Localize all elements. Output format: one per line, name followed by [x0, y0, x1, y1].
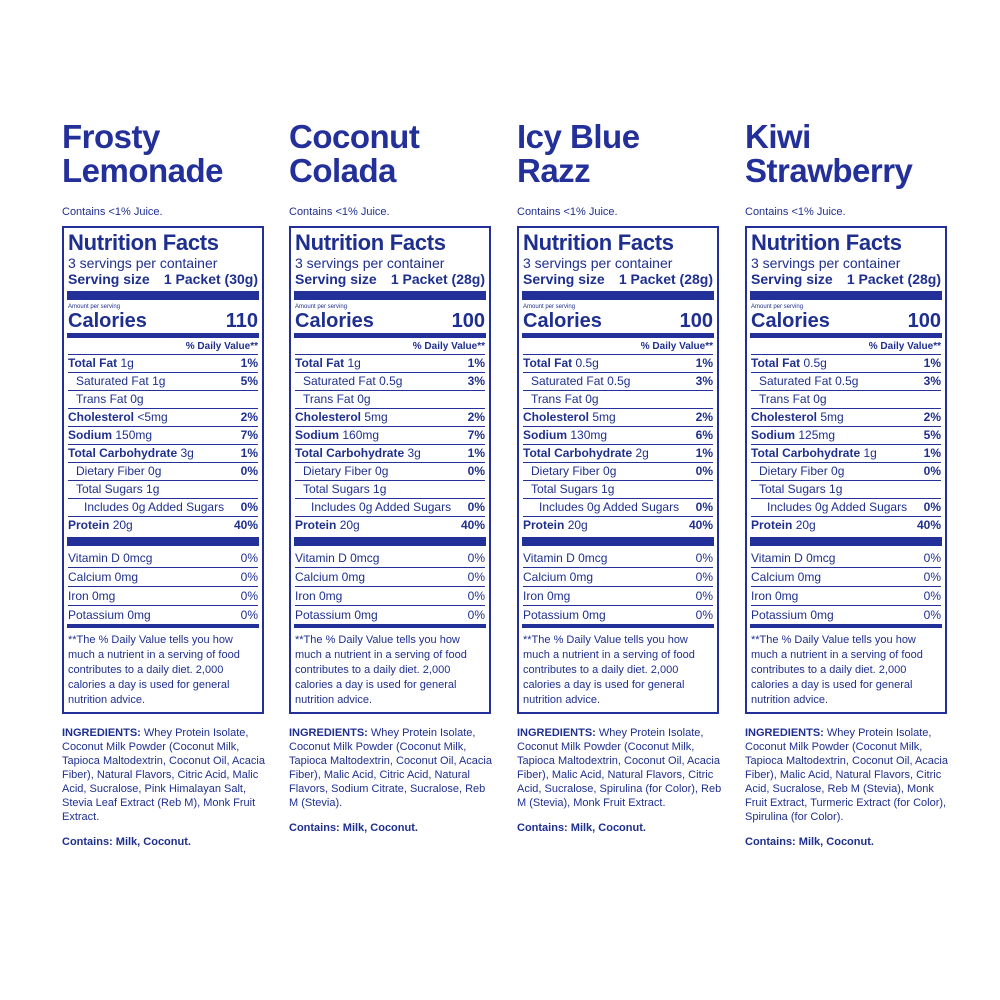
saturated-fat-label: Saturated Fat [303, 374, 376, 388]
total-carbohydrate-pct: 1% [923, 446, 941, 460]
vitamin-d-pct: 0% [240, 551, 258, 565]
potassium-pct: 0% [467, 608, 485, 622]
protein-row [523, 517, 713, 534]
vitamin-d-label: Vitamin D 0mcg [523, 551, 608, 565]
daily-value-footnote: **The % Daily Value tells you how much a nutrient in a serving of food contributes to a daily diet. 2,000 calories a day is used for general nutrition advice. [751, 634, 923, 706]
calories-value: 110 [225, 310, 258, 332]
total-fat-label: Total Fat [751, 356, 801, 370]
total-fat-pct: 1% [467, 356, 485, 370]
servings-per-container: 3 servings per container [68, 255, 218, 271]
dietary-fiber-label: Dietary Fiber 0g [759, 464, 845, 478]
calories-value: 100 [451, 310, 485, 332]
total-fat-label: Total Fat [68, 356, 118, 370]
thick-rule [750, 537, 942, 546]
calories-row [523, 311, 713, 331]
calories-label: Calories [295, 310, 374, 332]
product-name-line2: Razz [517, 152, 591, 189]
product-name-line2: Lemonade [62, 152, 224, 189]
ingredients-label: INGREDIENTS: [289, 727, 368, 739]
added-sugars-pct: 0% [240, 500, 258, 514]
saturated-fat-row [295, 373, 485, 391]
product-name-line1: Kiwi [745, 118, 811, 155]
potassium-row [295, 606, 485, 624]
daily-value-header: % Daily Value** [295, 340, 485, 355]
juice-statement: Contains <1% Juice. [62, 206, 163, 218]
iron-row [751, 587, 941, 606]
serving-size-value: 1 Packet (28g) [390, 271, 485, 287]
thick-rule [67, 291, 259, 300]
vitamin-d-row [68, 549, 258, 568]
calcium-pct: 0% [467, 570, 485, 584]
calories-label: Calories [68, 310, 147, 332]
cholesterol-row [68, 409, 258, 427]
sodium-pct: 6% [695, 428, 713, 442]
protein-pct: 40% [233, 518, 258, 532]
daily-value-footnote: **The % Daily Value tells you how much a nutrient in a serving of food contributes to a daily diet. 2,000 calories a day is used for general nutrition advice. [295, 634, 467, 706]
iron-label: Iron 0mg [523, 589, 571, 603]
medium-rule [294, 333, 486, 338]
cholesterol-amount: <5mg [137, 410, 168, 424]
vitamin-d-pct: 0% [467, 551, 485, 565]
calcium-pct: 0% [923, 570, 941, 584]
nutrition-facts-panel [289, 226, 491, 714]
added-sugars-pct: 0% [695, 500, 713, 514]
serving-size-value: 1 Packet (30g) [163, 271, 258, 287]
protein-label: Protein [523, 518, 565, 532]
sodium-row [68, 427, 258, 445]
ingredients-text [517, 726, 722, 810]
saturated-fat-row [751, 373, 941, 391]
cholesterol-row [295, 409, 485, 427]
saturated-fat-amount: 1g [152, 374, 166, 388]
total-carbohydrate-row [751, 445, 941, 463]
total-sugars-label: Total Sugars 1g [303, 482, 387, 496]
saturated-fat-label: Saturated Fat [531, 374, 604, 388]
vitamin-d-row [295, 549, 485, 568]
medium-rule [750, 333, 942, 338]
daily-value-footnote: **The % Daily Value tells you how much a nutrient in a serving of food contributes to a daily diet. 2,000 calories a day is used for general nutrition advice. [68, 634, 240, 706]
calcium-row [295, 568, 485, 587]
iron-row [68, 587, 258, 606]
protein-row [68, 517, 258, 534]
trans-fat-row [523, 391, 713, 409]
added-sugars-pct: 0% [467, 500, 485, 514]
cholesterol-row [523, 409, 713, 427]
sodium-amount: 160mg [342, 428, 380, 442]
product-column [517, 120, 727, 834]
calories-row [751, 311, 941, 331]
iron-pct: 0% [467, 589, 485, 603]
dietary-fiber-label: Dietary Fiber 0g [303, 464, 389, 478]
protein-pct: 40% [916, 518, 941, 532]
daily-value-header: % Daily Value** [523, 340, 713, 355]
sodium-amount: 130mg [570, 428, 608, 442]
dietary-fiber-pct: 0% [240, 464, 258, 478]
product-name-line1: Coconut [289, 118, 420, 155]
dietary-fiber-row [523, 463, 713, 481]
ingredients-list: Whey Protein Isolate, Coconut Milk Powder (Coconut Milk, Tapioca Maltodextrin, Coconut Oil, Acacia Fiber), Malic Acid, Citric Acid, Natural Flavors, Sodium Citrate, Sucralose, Reb M (Stevia). [289, 727, 492, 809]
total-sugars-row [523, 481, 713, 499]
thick-rule [294, 291, 486, 300]
ingredients-list: Whey Protein Isolate, Coconut Milk Powder (Coconut Milk, Tapioca Maltodextrin, Coconut Oil, Acacia Fiber), Malic Acid, Natural Flavors, Citric Acid, Sucralose, Spirulina (for Color), Reb M (Stevia), Monk Fruit Extract. [517, 727, 722, 809]
thick-rule [522, 291, 714, 300]
sodium-pct: 7% [240, 428, 258, 442]
added-sugars-row [295, 499, 485, 517]
added-sugars-row [68, 499, 258, 517]
saturated-fat-label: Saturated Fat [759, 374, 832, 388]
allergen-statement: Contains: Milk, Coconut. [745, 836, 874, 848]
total-sugars-row [295, 481, 485, 499]
dietary-fiber-row [68, 463, 258, 481]
cholesterol-amount: 5mg [592, 410, 616, 424]
dietary-fiber-pct: 0% [923, 464, 941, 478]
protein-pct: 40% [460, 518, 485, 532]
potassium-label: Potassium 0mg [295, 608, 378, 622]
medium-rule [67, 333, 259, 338]
iron-label: Iron 0mg [751, 589, 799, 603]
dietary-fiber-pct: 0% [467, 464, 485, 478]
ingredients-label: INGREDIENTS: [517, 727, 596, 739]
serving-size-label: Serving size [295, 271, 377, 287]
total-fat-label: Total Fat [295, 356, 345, 370]
sodium-amount: 125mg [798, 428, 836, 442]
trans-fat-row [68, 391, 258, 409]
nutrition-facts-heading: Nutrition Facts [751, 230, 902, 255]
dietary-fiber-row [751, 463, 941, 481]
potassium-pct: 0% [240, 608, 258, 622]
saturated-fat-pct: 3% [695, 374, 713, 388]
calcium-label: Calcium 0mg [68, 570, 139, 584]
total-carbohydrate-row [523, 445, 713, 463]
protein-pct: 40% [688, 518, 713, 532]
saturated-fat-pct: 5% [240, 374, 258, 388]
calcium-row [751, 568, 941, 587]
amount-per-serving: Amount per serving [523, 304, 576, 310]
saturated-fat-label: Saturated Fat [76, 374, 149, 388]
protein-label: Protein [295, 518, 337, 532]
ingredients-label: INGREDIENTS: [745, 727, 824, 739]
total-sugars-row [68, 481, 258, 499]
amount-per-serving: Amount per serving [68, 304, 121, 310]
ingredients-text [745, 726, 950, 824]
product-column [745, 120, 955, 848]
saturated-fat-amount: 0.5g [835, 374, 859, 388]
calories-value: 100 [907, 310, 941, 332]
added-sugars-row [523, 499, 713, 517]
total-carbohydrate-label: Total Carbohydrate [295, 446, 405, 460]
thick-rule [67, 537, 259, 546]
calcium-pct: 0% [695, 570, 713, 584]
cholesterol-label: Cholesterol [523, 410, 590, 424]
calcium-label: Calcium 0mg [751, 570, 822, 584]
sodium-label: Sodium [295, 428, 339, 442]
calcium-pct: 0% [240, 570, 258, 584]
allergen-statement: Contains: Milk, Coconut. [62, 836, 191, 848]
serving-size-row [751, 271, 941, 288]
nutrition-facts-panel [745, 226, 947, 714]
potassium-row [751, 606, 941, 624]
trans-fat-row [295, 391, 485, 409]
potassium-pct: 0% [695, 608, 713, 622]
trans-fat-label: Trans Fat 0g [303, 392, 371, 406]
servings-per-container: 3 servings per container [523, 255, 673, 271]
added-sugars-label: Includes 0g Added Sugars [84, 500, 225, 514]
medium-rule [522, 333, 714, 338]
total-sugars-label: Total Sugars 1g [531, 482, 615, 496]
protein-row [295, 517, 485, 534]
sodium-row [523, 427, 713, 445]
calories-value: 100 [679, 310, 713, 332]
total-fat-pct: 1% [240, 356, 258, 370]
product-name [517, 120, 727, 196]
calcium-row [523, 568, 713, 587]
calories-row [295, 311, 485, 331]
sodium-pct: 5% [923, 428, 941, 442]
ingredients-list: Whey Protein Isolate, Coconut Milk Powder (Coconut Milk, Tapioca Maltodextrin, Coconut Oil, Acacia Fiber), Malic Acid, Natural Flavors, Citric Acid, Sucralose, Reb M (Stevia), Monk Fruit Extract, Turmeric Extract (for Color), Spirulina (for Color). [745, 727, 948, 823]
allergen-statement: Contains: Milk, Coconut. [289, 822, 418, 834]
nutrition-facts-heading: Nutrition Facts [523, 230, 674, 255]
dietary-fiber-label: Dietary Fiber 0g [76, 464, 162, 478]
trans-fat-label: Trans Fat 0g [531, 392, 599, 406]
total-fat-amount: 1g [347, 356, 361, 370]
product-name-line2: Colada [289, 152, 397, 189]
cholesterol-pct: 2% [467, 410, 485, 424]
total-fat-row [523, 355, 713, 373]
total-fat-pct: 1% [695, 356, 713, 370]
calcium-label: Calcium 0mg [295, 570, 366, 584]
calcium-label: Calcium 0mg [523, 570, 594, 584]
total-carbohydrate-label: Total Carbohydrate [751, 446, 861, 460]
vitamin-d-label: Vitamin D 0mcg [295, 551, 380, 565]
amount-per-serving: Amount per serving [751, 304, 804, 310]
trans-fat-row [751, 391, 941, 409]
juice-statement: Contains <1% Juice. [517, 206, 618, 218]
vitamin-d-pct: 0% [923, 551, 941, 565]
total-fat-row [68, 355, 258, 373]
protein-amount: 20g [795, 518, 816, 532]
nutrition-facts-heading: Nutrition Facts [295, 230, 446, 255]
protein-amount: 20g [112, 518, 133, 532]
dietary-fiber-row [295, 463, 485, 481]
iron-pct: 0% [240, 589, 258, 603]
iron-pct: 0% [923, 589, 941, 603]
saturated-fat-row [523, 373, 713, 391]
protein-amount: 20g [339, 518, 360, 532]
calories-label: Calories [751, 310, 830, 332]
serving-size-label: Serving size [523, 271, 605, 287]
added-sugars-label: Includes 0g Added Sugars [539, 500, 680, 514]
nutrition-facts-panel [517, 226, 719, 714]
product-column [62, 120, 272, 848]
potassium-label: Potassium 0mg [751, 608, 834, 622]
nutrition-facts-heading: Nutrition Facts [68, 230, 219, 255]
product-name [745, 120, 955, 196]
vitamin-d-row [751, 549, 941, 568]
iron-pct: 0% [695, 589, 713, 603]
serving-size-label: Serving size [68, 271, 150, 287]
servings-per-container: 3 servings per container [295, 255, 445, 271]
cholesterol-amount: 5mg [364, 410, 388, 424]
calories-row [68, 311, 258, 331]
serving-size-row [523, 271, 713, 288]
cholesterol-pct: 2% [923, 410, 941, 424]
cholesterol-label: Cholesterol [68, 410, 135, 424]
product-name-line2: Strawberry [745, 152, 913, 189]
thick-rule [294, 537, 486, 546]
sodium-amount: 150mg [115, 428, 153, 442]
iron-row [523, 587, 713, 606]
iron-label: Iron 0mg [295, 589, 343, 603]
sodium-label: Sodium [523, 428, 567, 442]
thick-rule [522, 537, 714, 546]
cholesterol-pct: 2% [240, 410, 258, 424]
dietary-fiber-pct: 0% [695, 464, 713, 478]
added-sugars-pct: 0% [923, 500, 941, 514]
added-sugars-label: Includes 0g Added Sugars [311, 500, 452, 514]
protein-label: Protein [68, 518, 110, 532]
potassium-label: Potassium 0mg [68, 608, 151, 622]
servings-per-container: 3 servings per container [751, 255, 901, 271]
dietary-fiber-label: Dietary Fiber 0g [531, 464, 617, 478]
product-name-line1: Frosty [62, 118, 160, 155]
cholesterol-label: Cholesterol [295, 410, 362, 424]
total-carbohydrate-row [68, 445, 258, 463]
cholesterol-row [751, 409, 941, 427]
saturated-fat-row [68, 373, 258, 391]
saturated-fat-amount: 0.5g [607, 374, 631, 388]
daily-value-header: % Daily Value** [68, 340, 258, 355]
vitamin-d-label: Vitamin D 0mcg [68, 551, 153, 565]
iron-label: Iron 0mg [68, 589, 116, 603]
serving-size-label: Serving size [751, 271, 833, 287]
serving-size-row [68, 271, 258, 288]
total-carbohydrate-pct: 1% [695, 446, 713, 460]
juice-statement: Contains <1% Juice. [289, 206, 390, 218]
sodium-row [751, 427, 941, 445]
amount-per-serving: Amount per serving [295, 304, 348, 310]
potassium-pct: 0% [923, 608, 941, 622]
product-name [62, 120, 272, 196]
product-name [289, 120, 499, 196]
potassium-label: Potassium 0mg [523, 608, 606, 622]
ingredients-text [289, 726, 494, 810]
product-name-line1: Icy Blue [517, 118, 640, 155]
product-column [289, 120, 499, 834]
total-fat-row [295, 355, 485, 373]
trans-fat-label: Trans Fat 0g [76, 392, 144, 406]
vitamin-d-row [523, 549, 713, 568]
total-carbohydrate-amount: 3g [407, 446, 421, 460]
protein-label: Protein [751, 518, 793, 532]
total-fat-pct: 1% [923, 356, 941, 370]
total-sugars-label: Total Sugars 1g [76, 482, 160, 496]
sodium-pct: 7% [467, 428, 485, 442]
total-fat-label: Total Fat [523, 356, 573, 370]
cholesterol-pct: 2% [695, 410, 713, 424]
sodium-label: Sodium [68, 428, 112, 442]
nutrition-facts-panel [62, 226, 264, 714]
total-fat-amount: 1g [120, 356, 134, 370]
juice-statement: Contains <1% Juice. [745, 206, 846, 218]
total-carbohydrate-amount: 2g [635, 446, 649, 460]
total-carbohydrate-label: Total Carbohydrate [68, 446, 178, 460]
added-sugars-row [751, 499, 941, 517]
total-fat-amount: 0.5g [803, 356, 827, 370]
serving-size-row [295, 271, 485, 288]
total-fat-row [751, 355, 941, 373]
ingredients-label: INGREDIENTS: [62, 727, 141, 739]
saturated-fat-pct: 3% [923, 374, 941, 388]
total-carbohydrate-label: Total Carbohydrate [523, 446, 633, 460]
cholesterol-amount: 5mg [820, 410, 844, 424]
iron-row [295, 587, 485, 606]
cholesterol-label: Cholesterol [751, 410, 818, 424]
potassium-row [523, 606, 713, 624]
trans-fat-label: Trans Fat 0g [759, 392, 827, 406]
daily-value-header: % Daily Value** [751, 340, 941, 355]
sodium-row [295, 427, 485, 445]
total-fat-amount: 0.5g [575, 356, 599, 370]
ingredients-text [62, 726, 267, 824]
total-carbohydrate-amount: 3g [180, 446, 194, 460]
vitamin-d-label: Vitamin D 0mcg [751, 551, 836, 565]
total-carbohydrate-pct: 1% [240, 446, 258, 460]
calcium-row [68, 568, 258, 587]
serving-size-value: 1 Packet (28g) [846, 271, 941, 287]
sodium-label: Sodium [751, 428, 795, 442]
total-carbohydrate-row [295, 445, 485, 463]
potassium-row [68, 606, 258, 624]
total-sugars-row [751, 481, 941, 499]
protein-row [751, 517, 941, 534]
vitamin-d-pct: 0% [695, 551, 713, 565]
added-sugars-label: Includes 0g Added Sugars [767, 500, 908, 514]
total-carbohydrate-pct: 1% [467, 446, 485, 460]
thick-rule [750, 291, 942, 300]
total-sugars-label: Total Sugars 1g [759, 482, 843, 496]
saturated-fat-pct: 3% [467, 374, 485, 388]
calories-label: Calories [523, 310, 602, 332]
allergen-statement: Contains: Milk, Coconut. [517, 822, 646, 834]
total-carbohydrate-amount: 1g [863, 446, 877, 460]
ingredients-list: Whey Protein Isolate, Coconut Milk Powder (Coconut Milk, Tapioca Maltodextrin, Coconut Oil, Acacia Fiber), Natural Flavors, Citric Acid, Malic Acid, Sucralose, Pink Himalayan Salt, Stevia Leaf Extract (Reb M), Monk Fruit Extract. [62, 727, 265, 823]
protein-amount: 20g [567, 518, 588, 532]
serving-size-value: 1 Packet (28g) [618, 271, 713, 287]
daily-value-footnote: **The % Daily Value tells you how much a nutrient in a serving of food contributes to a daily diet. 2,000 calories a day is used for general nutrition advice. [523, 634, 695, 706]
saturated-fat-amount: 0.5g [379, 374, 403, 388]
